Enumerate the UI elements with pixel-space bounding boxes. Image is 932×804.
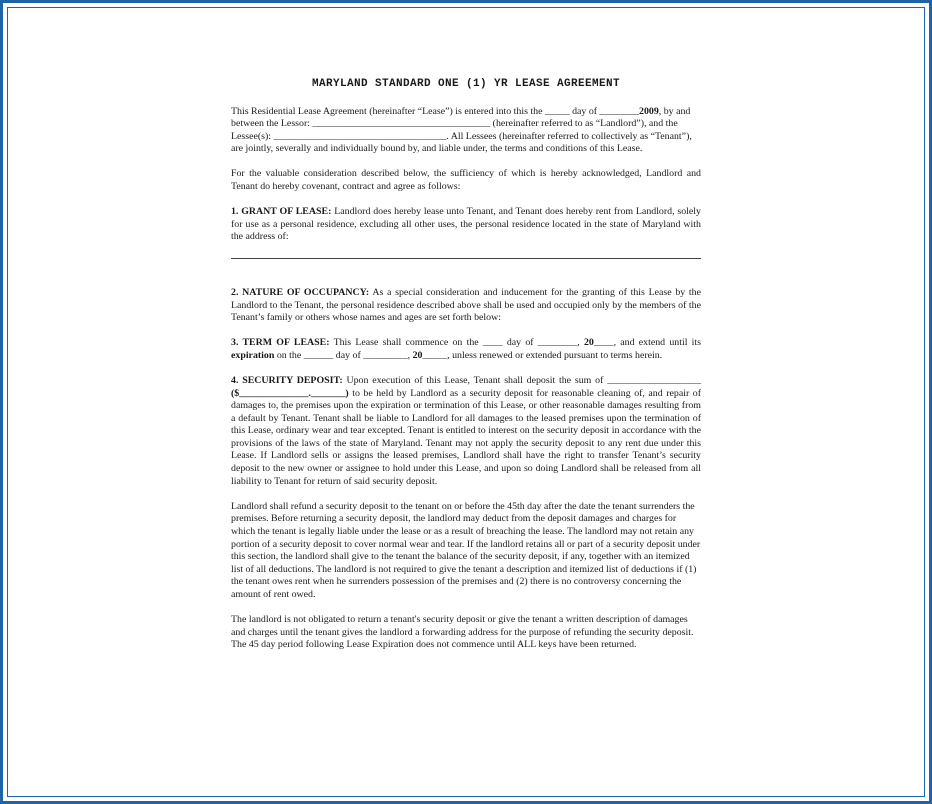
address-blank-line — [231, 258, 701, 259]
intro-text-1: This Residential Lease Agreement (hereinafter “Lease”) is entered into this the _____ day of ________ — [231, 105, 640, 117]
term-year-2: 20 — [412, 349, 423, 361]
security-amount: ($______________._______) — [231, 387, 349, 399]
security-deposit-paragraph — [231, 375, 701, 488]
term-expiration: expiration — [231, 349, 275, 361]
nature-body: As a special consideration and inducement for the granting of this Lease by the Landlord to the Tenant, the personal residence described above shall be used and occupied only by the members of the Tenant’s family or others whose names and ages are set forth below: — [231, 286, 701, 324]
intro-year: 2009 — [639, 105, 659, 117]
lease-document — [231, 78, 701, 664]
not-obligated-paragraph: The landlord is not obligated to return a tenant's security deposit or give the tenant a written description of damages and charges until the tenant gives the landlord a forwarding address for the purpose of refunding the security deposit. The 45 day period following Lease Expiration does not commence until ALL keys have been returned. — [231, 614, 694, 651]
consideration-paragraph: For the valuable consideration described below, the sufficiency of which is hereby acknowledged, Landlord and Tenant do hereby covenant, contract and agree as follows: — [231, 168, 701, 193]
term-heading: 3. TERM OF LEASE: — [231, 337, 330, 349]
term-year-1: 20 — [583, 337, 594, 349]
term-text-4: _____, unless renewed or extended pursuant to terms herein. — [422, 349, 663, 361]
term-text-3: on the ______ day of _________, — [274, 349, 413, 361]
term-text-1: This Lease shall commence on the ____ day of ________, — [329, 337, 584, 349]
nature-heading: 2. NATURE OF OCCUPANCY: — [231, 286, 370, 298]
intro-text-2: , by and between the Lessor: ____________________________________ (hereinafter referred to as “Landlord”), and the Lessee(s): ___________________________________. All Lessees (hereinafter referred to collectively as “Tenant”), are jointly, severally and individually bound by, and liable under, the terms and conditions of this Lease. — [231, 105, 692, 155]
intro-paragraph — [231, 106, 701, 156]
refund-paragraph: Landlord shall refund a security deposit to the tenant on or before the 45th day after the date the tenant surrenders the premises. Before returning a security deposit, the landlord may deduct from the deposit damages and charges for which the tenant is legally liable under the lease or as a result of breaching the lease. The landlord may not retain any portion of a security deposit to cover normal wear and tear. If the landlord retains all or part of a security deposit under this section, the landlord shall give to the tenant the balance of the security deposit, if any, together with an itemized list of all deductions. The landlord is not required to give the tenant a description and itemized list of deductions if (1) the tenant owes rent when he surrenders possession of the premises and (2) there is no controversy concerning the amount of rent owed. — [231, 500, 701, 600]
grant-body: Landlord does hereby lease unto Tenant, and Tenant does hereby rent from Landlord, solely for use as a personal residence, excluding all other uses, the personal residence located in the state of Maryland with the address of: — [231, 206, 701, 243]
document-title: MARYLAND STANDARD ONE (1) YR LEASE AGREEMENT — [311, 78, 621, 90]
nature-of-occupancy-paragraph — [231, 287, 701, 325]
term-of-lease-paragraph — [231, 337, 701, 362]
term-text-2: ____, and extend until its — [593, 337, 701, 349]
security-heading: 4. SECURITY DEPOSIT: — [231, 374, 343, 386]
security-text-2: to be held by Landlord as a security deposit for reasonable cleaning of, and repair of damages to, the premises upon the expiration or termination of this Lease, or other reasonable damages resulting from a default by Tenant. Tenant shall be liable to Landlord for all damages to the leased premises upon the termination of this Lease, ordinary wear and tear excepted. Tenant is entitled to interest on the security deposit in accordance with the provisions of the laws of the state of Maryland. Tenant may not apply the security deposit to any rent due under this Lease. If Landlord sells or assigns the leased premises, Landlord shall have the right to transfer Tenant’s security deposit to the new owner or assignee to hold under this Lease, and upon so doing Landlord shall be released from all liability to Tenant for return of said security deposit. — [231, 387, 701, 487]
security-text-1: Upon execution of this Lease, Tenant shall deposit the sum of ___________________ — [342, 374, 702, 386]
grant-of-lease-paragraph — [231, 206, 701, 244]
grant-heading: 1. GRANT OF LEASE: — [231, 206, 332, 218]
